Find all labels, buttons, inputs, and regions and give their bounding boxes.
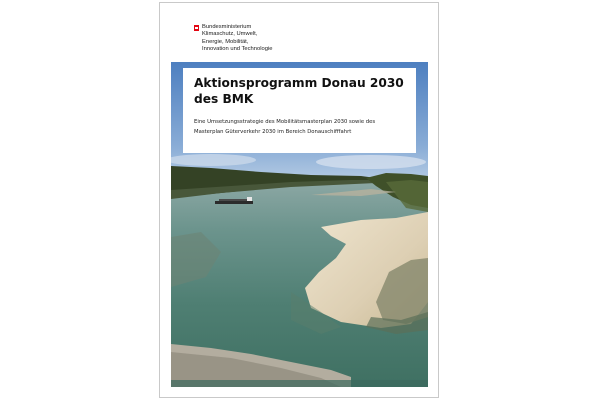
ministry-name-line: Klimaschutz, Umwelt,: [202, 31, 258, 38]
ministry-name-line: Energie, Mobilität,: [202, 38, 249, 45]
ministry-name: [202, 24, 312, 54]
ministry-name-line: Innovation und Technologie: [202, 46, 273, 53]
title-line: Aktionsprogramm Donau 2030: [194, 76, 404, 90]
austrian-flag-icon: [194, 25, 199, 31]
title-box: [183, 68, 416, 153]
subtitle-line: Masterplan Güterverkehr 2030 im Bereich Donauschifffahrt: [194, 128, 352, 135]
subtitle-line: Eine Umsetzungsstrategie des Mobilitätsmasterplan 2030 sowie des: [194, 119, 376, 125]
title-line: des BMK: [194, 91, 254, 106]
document-subtitle: [194, 118, 406, 137]
ministry-name-line: Bundesministerium: [202, 24, 252, 30]
document-title: [194, 76, 406, 107]
